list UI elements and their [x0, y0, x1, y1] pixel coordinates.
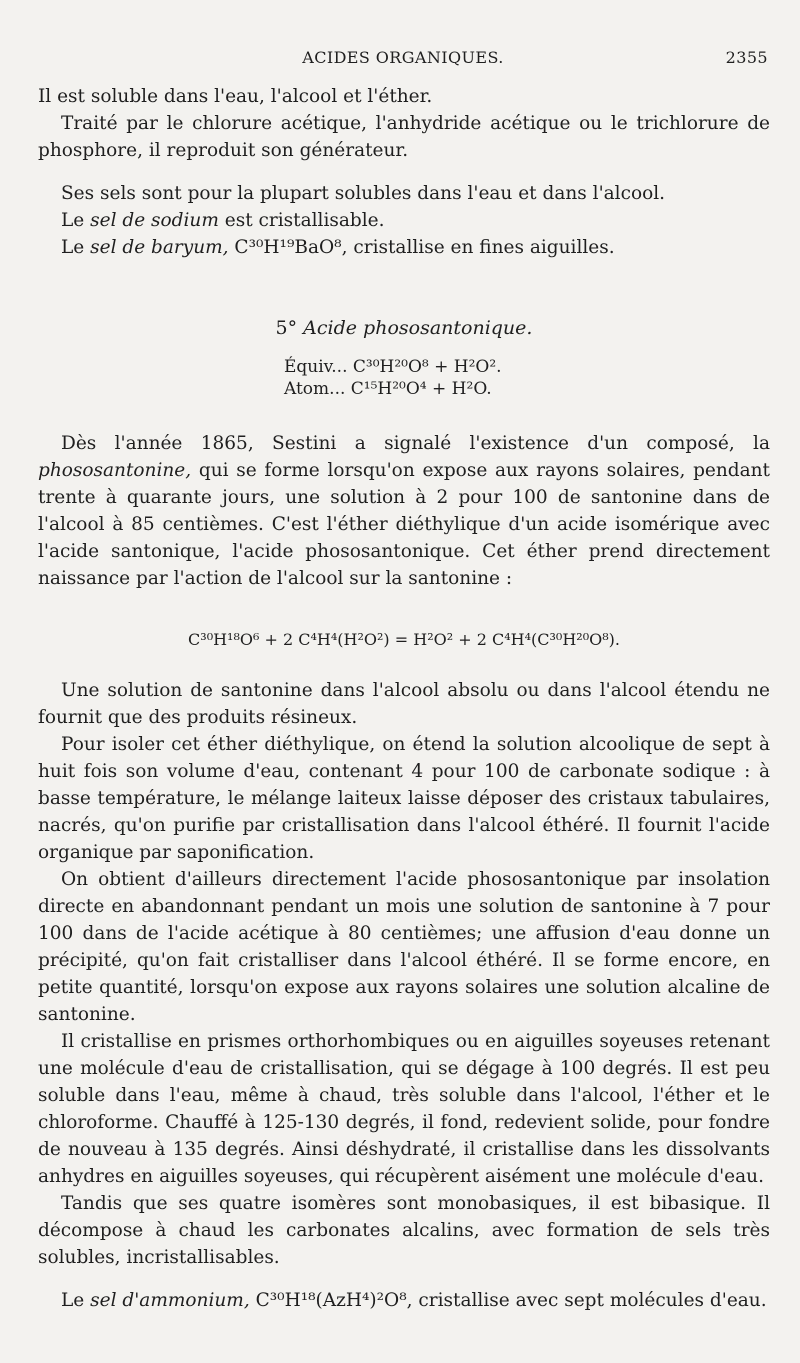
- paragraph-reaction: Traité par le chlorure acétique, l'anhydride acétique ou le trichlorure de phosphore, il reproduit son générateur.: [38, 113, 770, 161]
- paragraph-barium-salt: Le sel de baryum, C³⁰H¹⁹BaO⁸, cristallise en fines aiguilles.: [61, 237, 615, 258]
- chemical-equation: C³⁰H¹⁸O⁶ + 2 C⁴H⁴(H²O²) = H²O² + 2 C⁴H⁴(C³⁰H²⁰O⁸).: [188, 630, 620, 649]
- body-text-bottom: [38, 677, 770, 1314]
- chemical-formula: C³⁰H¹⁹BaO⁸,: [228, 237, 348, 258]
- formula-equiv: Équiv... C³⁰H²⁰O⁸ + H²O².: [284, 357, 502, 377]
- body-text-top: [38, 83, 770, 261]
- formula-atom: Atom... C¹⁵H²⁰O⁴ + H²O.: [284, 379, 492, 399]
- paragraph-crystallization: Il cristallise en prismes orthorhombiques ou en aiguilles soyeuses retenant une molécule d'eau de cristallisation, qui se dégage à 100 degrés. Il est peu soluble dans l'eau, même à chaud, très soluble dans l'alcool, l'éther et le chloroforme. Chauffé à 125-130 degrés, il fond, redevient solide, pour fondre de nouveau à 135 degrés. Ainsi déshydraté, il cristallise dans les dissolvants anhydres en aiguilles soyeuses, qui récupèrent aisément une molécule d'eau.: [38, 1031, 770, 1187]
- header-title: ACIDES ORGANIQUES.: [302, 48, 504, 67]
- section-title: Acide phososantonique.: [303, 317, 533, 339]
- paragraph-bibasic: Tandis que ses quatre isomères sont monobasiques, il est bibasique. Il décompose à chaud les carbonates alcalins, avec formation de sels très solubles, incristallisables.: [38, 1193, 770, 1268]
- paragraph-phososantonine: Dès l'année 1865, Sestini a signalé l'existence d'un composé, la phososantonine, qui se forme lorsqu'on expose aux rayons solaires, pendant trente à quarante jours, une solution à 2 pour 100 de santonine dans de l'alcool à 85 centièmes. C'est l'éther diéthylique d'un acide isomérique avec l'acide santonique, l'acide phososantonique. Cet éther prend directement naissance par l'action de l'alcool sur la santonine :: [38, 433, 770, 589]
- paragraph-insolation: On obtient d'ailleurs directement l'acide phososantonique par insolation directe en abandonnant pendant un mois une solution de santonine à 7 pour 100 dans de l'acide acétique à 80 centièmes; une affusion d'eau donne un précipité, qu'on fait cristalliser dans l'alcool éthéré. Il se forme encore, en petite quantité, lorsqu'on expose aux rayons solaires une solution alcaline de santonine.: [38, 869, 770, 1025]
- section-number: 5°: [275, 317, 298, 339]
- paragraph-resinous: Une solution de santonine dans l'alcool absolu ou dans l'alcool étendu ne fournit que des produits résineux.: [38, 680, 770, 728]
- italic-term: phososantonine,: [38, 460, 192, 481]
- paragraph-ammonium-salt: Le sel d'ammonium, C³⁰H¹⁸(AzH⁴)²O⁸, cristallise avec sept molécules d'eau.: [61, 1290, 767, 1311]
- paragraph-isolation: Pour isoler cet éther diéthylique, on étend la solution alcoolique de sept à huit fois son volume d'eau, contenant 4 pour 100 de carbonate sodique : à basse température, le mélange laiteux laisse déposer des cristaux tabulaires, nacrés, qu'on purifie par cristallisation dans l'alcool éthéré. Il fournit l'acide organique par saponification.: [38, 734, 770, 863]
- paragraph-sodium-salt: Le sel de sodium est cristallisable.: [61, 210, 385, 231]
- italic-term: sel de baryum,: [90, 237, 229, 258]
- equation-block: [38, 626, 770, 653]
- italic-term: sel d'ammonium,: [90, 1290, 250, 1311]
- page-number: 2355: [725, 48, 768, 67]
- running-header: [38, 48, 768, 72]
- italic-term: sel de sodium: [90, 210, 219, 231]
- paragraph-solubility: Il est soluble dans l'eau, l'alcool et l'éther.: [38, 86, 433, 107]
- chemical-formula: C³⁰H¹⁸(AzH⁴)²O⁸,: [249, 1290, 413, 1311]
- paragraph-salts: Ses sels sont pour la plupart solubles dans l'eau et dans l'alcool.: [61, 183, 666, 204]
- section-heading-block: [38, 315, 770, 342]
- formula-block: [38, 356, 770, 400]
- body-text-middle: [38, 430, 770, 592]
- section-heading: [38, 315, 770, 342]
